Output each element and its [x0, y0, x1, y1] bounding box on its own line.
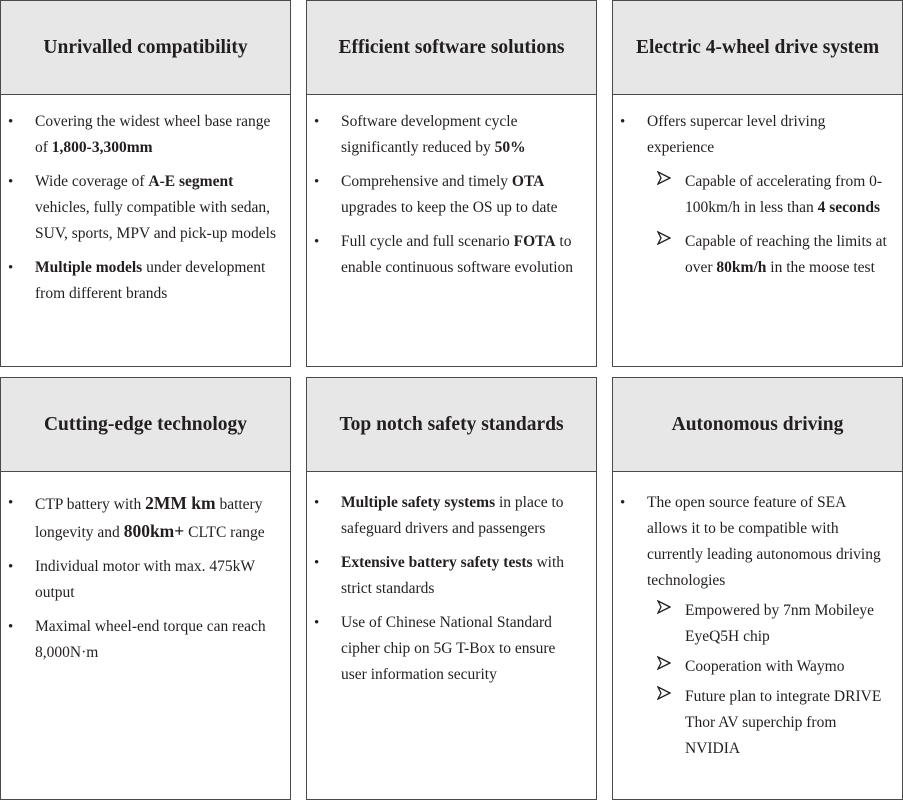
arrowhead-icon — [657, 656, 671, 670]
sub-bullet-text: Future plan to integrate DRIVE Thor AV superchip from NVIDIA — [685, 688, 882, 757]
sub-bullet-item — [613, 684, 888, 762]
bullet-text: Full cycle and full scenario — [341, 233, 514, 250]
card-title: Efficient software solutions — [307, 1, 596, 95]
bullet-text: battery longevity and — [35, 496, 263, 541]
arrowhead-icon — [657, 600, 671, 614]
sub-bullet-bold: 80km/h — [716, 259, 767, 276]
card-body — [307, 472, 596, 799]
card-body — [1, 95, 290, 366]
bullet-text: CLTC range — [184, 524, 265, 541]
bullet-bold: Multiple models — [35, 259, 143, 276]
bullet-item — [307, 109, 582, 161]
arrowhead-icon — [657, 231, 671, 245]
bullet-item — [1, 169, 276, 247]
sub-bullet-bold: 4 seconds — [817, 199, 881, 216]
bullet-item: • Use of Chinese National Standard cipher chip on 5G T-Box to ensure user information security — [307, 610, 582, 688]
bullet-text: in place to safeguard drivers and passengers — [341, 494, 564, 537]
bullet-text: upgrades to keep the OS up to date — [341, 199, 558, 216]
card-body — [1, 472, 290, 799]
bullet-bold: FOTA — [513, 233, 556, 250]
card-efficient-software — [306, 0, 597, 367]
arrowhead-icon — [657, 686, 671, 700]
bullet-text: to enable continuous software evolution — [341, 233, 574, 276]
bullet-text: CTP battery with — [35, 496, 146, 513]
bullet-bold: 2MM km — [145, 493, 216, 513]
bullet-item: • Individual motor with max. 475kW output — [1, 554, 276, 606]
sub-bullet-item — [613, 169, 888, 221]
sub-bullet-text: Capable of accelerating from 0-100km/h in less than — [685, 173, 883, 216]
card-unrivalled-compatibility — [0, 0, 291, 367]
sub-bullet-item — [613, 654, 888, 680]
card-autonomous-driving — [612, 377, 903, 800]
card-title: Top notch safety standards — [307, 378, 596, 472]
card-title: Unrivalled compatibility — [1, 1, 290, 95]
sub-bullet-text: Capable of reaching the limits at over — [685, 233, 887, 276]
bullet-bold: 50% — [494, 139, 526, 156]
bullet-item — [307, 490, 582, 542]
bullet-item: • Offers supercar level driving experience — [613, 109, 888, 161]
bullet-text: Covering the widest wheel base range of — [35, 113, 271, 156]
bullet-item — [1, 490, 276, 546]
arrowhead-icon — [657, 171, 671, 185]
bullet-text: Software development cycle significantly reduced by — [341, 113, 518, 156]
bullet-text: under development from different brands — [35, 259, 266, 302]
card-safety-standards — [306, 377, 597, 800]
bullet-item — [1, 109, 276, 161]
bullet-bold: 800km+ — [123, 521, 185, 541]
card-cutting-edge-technology — [0, 377, 291, 800]
card-body — [613, 95, 902, 366]
bullet-text: Comprehensive and timely — [341, 173, 512, 190]
bullet-item — [307, 550, 582, 602]
sub-bullet-text: Empowered by 7nm Mobileye EyeQ5H chip — [685, 602, 874, 645]
card-body — [307, 95, 596, 366]
card-title: Electric 4-wheel drive system — [613, 1, 902, 95]
bullet-text: vehicles, fully compatible with sedan, SUV, sports, MPV and pick-up models — [35, 199, 276, 242]
bullet-item: • The open source feature of SEA allows it to be compatible with currently leading autonomous driving technologies — [613, 490, 888, 594]
bullet-bold: Multiple safety systems — [341, 494, 496, 511]
bullet-bold: 1,800-3,300mm — [51, 139, 153, 156]
bullet-bold: Extensive battery safety tests — [341, 554, 533, 571]
bullet-item: • Maximal wheel-end torque can reach 8,000N·m — [1, 614, 276, 666]
card-electric-4wd — [612, 0, 903, 367]
bullet-text: with strict standards — [341, 554, 564, 597]
bullet-text: Wide coverage of — [35, 173, 149, 190]
bullet-item — [1, 255, 276, 307]
card-title: Cutting-edge technology — [1, 378, 290, 472]
sub-bullet-text: in the moose test — [766, 259, 875, 276]
bullet-item — [307, 229, 582, 281]
bullet-bold: OTA — [511, 173, 545, 190]
sub-bullet-item — [613, 229, 888, 281]
bullet-item — [307, 169, 582, 221]
sub-bullet-item — [613, 598, 888, 650]
bullet-bold: A-E segment — [148, 173, 234, 190]
sub-bullet-text: Cooperation with Waymo — [685, 658, 845, 675]
card-title: Autonomous driving — [613, 378, 902, 472]
card-body — [613, 472, 902, 799]
